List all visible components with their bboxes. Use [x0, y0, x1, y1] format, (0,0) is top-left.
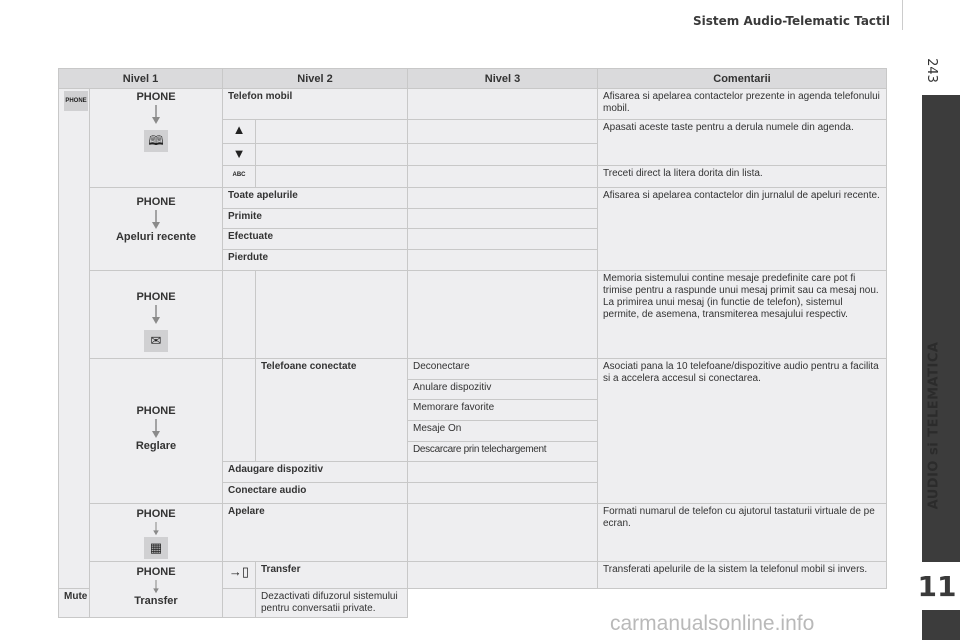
- header-divider: [902, 0, 903, 30]
- menu-title: PHONE: [136, 291, 176, 303]
- option-conectare-audio[interactable]: Conectare audio: [223, 483, 408, 504]
- comment: Afisarea si apelarea contactelor din jurnalul de apeluri recente.: [598, 188, 887, 271]
- comment: Asociati pana la 10 telefoane/dispozitive audio pentru a facilita si a accelera accesul si conectarea.: [598, 359, 887, 504]
- option-telefoane-conectate[interactable]: Telefoane conectate: [256, 359, 408, 462]
- option-transfer[interactable]: Transfer: [256, 562, 408, 589]
- triangle-up-icon: ▲: [232, 122, 246, 137]
- table-header-row: [59, 69, 887, 89]
- scroll-down-button[interactable]: [223, 144, 256, 166]
- phone-icon[interactable]: PHONE: [64, 91, 88, 111]
- triangle-down-icon: ▼: [232, 146, 246, 161]
- table-row: [59, 504, 887, 562]
- comment: Formati numarul de telefon cu ajutorul tastaturii virtuale de pe ecran.: [598, 504, 887, 562]
- option-descarcare[interactable]: Descarcare prin telechargement: [408, 442, 598, 462]
- chapter-number: 11: [917, 569, 957, 603]
- comment: Treceti direct la litera dorita din lista.: [598, 166, 887, 188]
- chapter-number-box: [914, 562, 960, 610]
- phone-menu-table: [58, 68, 887, 618]
- keypad-icon[interactable]: ▦: [144, 537, 168, 559]
- arrow-down-icon: [151, 419, 161, 439]
- arrow-down-icon: [151, 522, 161, 536]
- header-nivel-2: Nivel 2: [223, 69, 408, 89]
- header-nivel-3: Nivel 3: [408, 69, 598, 89]
- option-toate-apelurile[interactable]: Toate apelurile: [223, 188, 408, 209]
- menu-phone-mesaje: [90, 271, 223, 359]
- option-deconectare[interactable]: Deconectare: [408, 359, 598, 380]
- scroll-up-button[interactable]: [223, 120, 256, 144]
- menu-subtitle: Reglare: [135, 440, 177, 453]
- option-primite[interactable]: Primite: [223, 209, 408, 229]
- comment: Apasati aceste taste pentru a derula numele din agenda.: [598, 120, 887, 166]
- table-row: [59, 271, 887, 359]
- option-anulare-dispozitiv[interactable]: Anulare dispozitiv: [408, 380, 598, 400]
- table-row: [59, 89, 887, 120]
- arrow-down-icon: [151, 305, 161, 325]
- header-comentarii: Comentarii: [598, 69, 887, 89]
- option-mesaje-on[interactable]: Mesaje On: [408, 421, 598, 442]
- option-memorare-favorite[interactable]: Memorare favorite: [408, 400, 598, 421]
- comment: Transferati apelurile de la sistem la telefonul mobil si invers.: [598, 562, 887, 589]
- menu-phone-apelare: [90, 504, 223, 562]
- menu-title: PHONE: [136, 196, 176, 208]
- header-nivel-1: Nivel 1: [59, 69, 223, 89]
- phone-transfer-icon: →▯: [228, 564, 250, 580]
- option-telefon-mobil[interactable]: Telefon mobil: [223, 89, 408, 120]
- option-pierdute[interactable]: Pierdute: [223, 250, 408, 271]
- abc-button[interactable]: [223, 166, 256, 188]
- arrow-down-icon: [151, 105, 161, 125]
- arrow-down-icon: [151, 210, 161, 230]
- table-row: [59, 188, 887, 209]
- watermark: carmanualsonline.info: [610, 612, 815, 635]
- page-header: Sistem Audio-Telematic Tactil: [693, 14, 890, 28]
- comment-part: Memoria sistemului contine mesaje predefinite care pot fi trimise pentru a raspunde unui mesaj primit sau ca mesaj nou.: [603, 273, 879, 296]
- option-mute[interactable]: Mute: [59, 589, 223, 618]
- table-row: [59, 359, 887, 380]
- comment: Dezactivati difuzorul sistemului pentru conversatii private.: [256, 589, 408, 618]
- comment: [598, 271, 887, 359]
- book-icon[interactable]: 🕮: [144, 130, 168, 152]
- level1-cell: [59, 89, 90, 589]
- abc-icon: ABC: [232, 172, 246, 178]
- option-apelare[interactable]: Apelare: [223, 504, 408, 562]
- chapter-label: [919, 300, 949, 550]
- menu-title: PHONE: [136, 508, 176, 520]
- comment: Afisarea si apelarea contactelor prezente in agenda telefonului mobil.: [598, 89, 887, 120]
- menu-title: PHONE: [136, 405, 176, 417]
- option-adaugare-dispozitiv[interactable]: Adaugare dispozitiv: [223, 462, 408, 483]
- menu-subtitle: Apeluri recente: [115, 231, 197, 244]
- menu-phone-reglare: [90, 359, 223, 504]
- page-number-text: 243: [923, 57, 939, 83]
- menu-phone-contacts: [90, 89, 223, 188]
- table-row: [59, 562, 887, 589]
- comment-part: La primirea unui mesaj (in functie de telefon), sistemul permite, de asemena, transmiterea mesajului respectiv.: [603, 297, 848, 320]
- transfer-button[interactable]: [223, 562, 256, 589]
- menu-title: PHONE: [136, 91, 176, 103]
- chapter-label-text: AUDIO si TELEMATICA: [926, 341, 942, 509]
- menu-title: PHONE: [136, 566, 176, 579]
- envelope-icon[interactable]: ✉: [144, 330, 168, 352]
- menu-phone-apeluri: [90, 188, 223, 271]
- page-number: [902, 50, 960, 90]
- menu-subtitle: Transfer: [134, 595, 178, 608]
- option-efectuate[interactable]: Efectuate: [223, 229, 408, 250]
